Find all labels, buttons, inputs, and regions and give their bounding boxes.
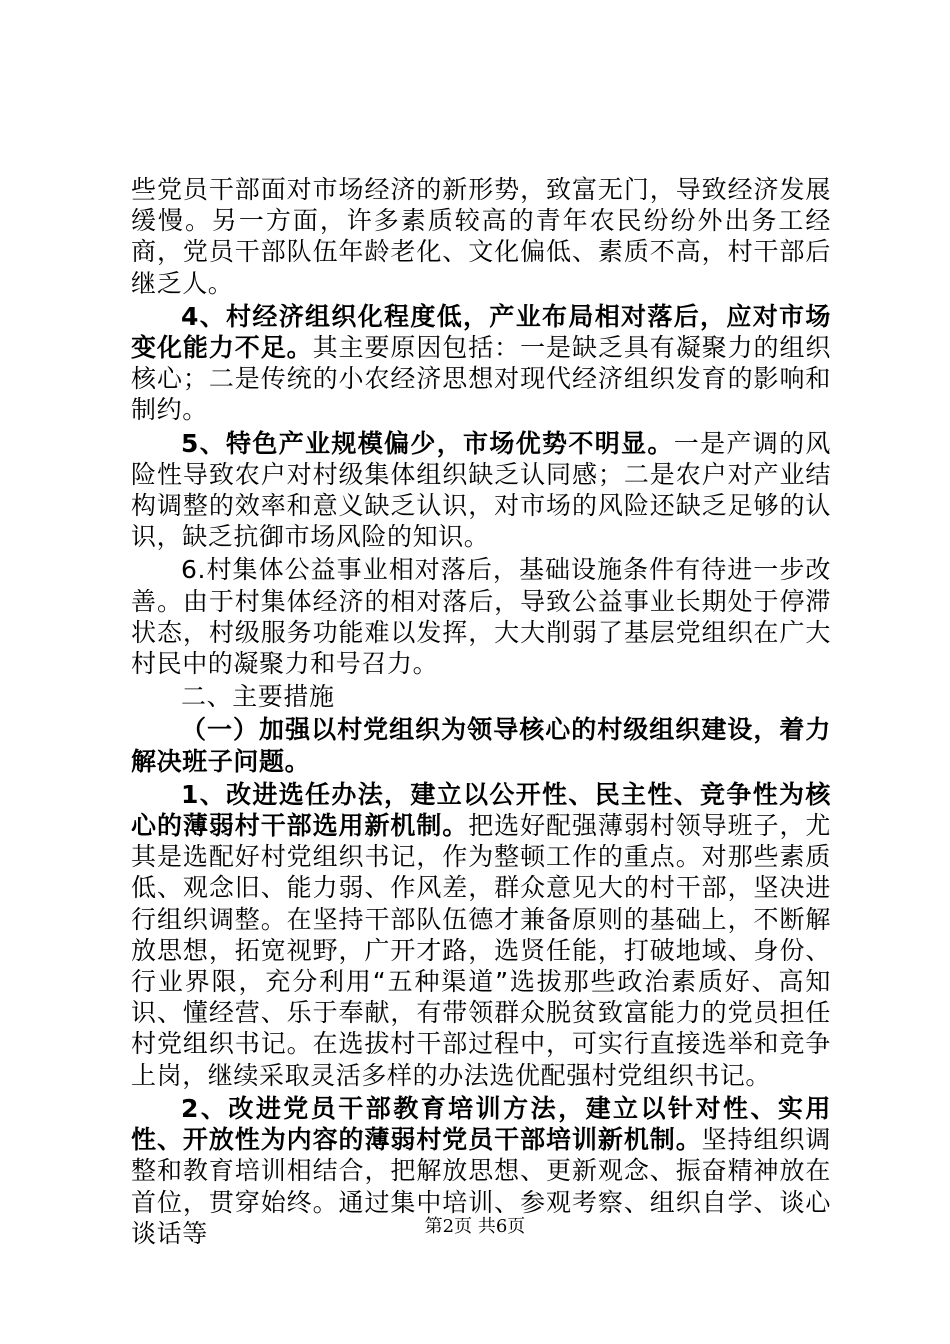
paragraph-0	[131, 174, 831, 299]
subsection-heading	[131, 714, 831, 776]
page-footer	[0, 1212, 950, 1238]
document-body	[131, 174, 831, 1251]
page-number-label: 第2页 共6页	[424, 1216, 526, 1237]
paragraph-6	[131, 779, 831, 1091]
paragraph-text: 坚持组织调整和教育培训相结合，把解放思想、更新观念、振奋精神放在首位，贯穿始终。通过集中培训、参观考察、组织自学、谈心谈话等	[131, 1125, 831, 1248]
paragraph-heading: 5、特色产业规模偏少，市场优势不明显。	[181, 428, 674, 458]
paragraph-text: 把选好配强薄弱村领导班子，尤其是选配好村党组织书记，作为整顿工作的重点。对那些素质低、观念旧、能力弱、作风差，群众意见大的村干部，坚决进行组织调整。在坚持干部队伍德才兼备原则的基础上，不断解放思想，拓宽视野，广开才路，选贤任能，打破地域、身份、行业界限，充分利用“五种渠道”选拔那些政治素质好、高知识、懂经营、乐于奉献，有带领群众脱贫致富能力的党员担任村党组织书记。在选拔村干部过程中，可实行直接选举和竞争上岗，继续采取灵活多样的办法选优配强村党组织书记。	[131, 811, 831, 1090]
paragraph-text: 其主要原因包括：一是缺乏具有凝聚力的组织核心；二是传统的小农经济思想对现代经济组织发育的影响和制约。	[131, 333, 831, 425]
paragraph-text: 些党员干部面对市场经济的新形势，致富无门，导致经济发展缓慢。另一方面，许多素质较高的青年农民纷纷外出务工经商，党员干部队伍年龄老化、文化偏低、素质不高，村干部后继乏人。	[131, 175, 831, 298]
subsection-heading-text: （一）加强以村党组织为领导核心的村级组织建设，着力解决班子问题。	[131, 715, 831, 776]
paragraph-text: 6.村集体公益事业相对落后，基础设施条件有待进一步改善。由于村集体经济的相对落后，导致公益事业长期处于停滞状态，村级服务功能难以发挥，大大削弱了基层党组织在广大村民中的凝聚力和号召力。	[131, 555, 831, 679]
section-heading	[131, 681, 831, 712]
paragraph-1	[131, 301, 831, 426]
paragraph-heading: 2、改进党员干部教育培训方法，建立以针对性、实用性、开放性为内容的薄弱村党员干部培训新机制。	[131, 1093, 831, 1155]
paragraph-heading: 1、改进选任办法，建立以公开性、民主性、竞争性为核心的薄弱村干部选用新机制。	[131, 779, 831, 841]
paragraph-2	[131, 428, 831, 553]
paragraph-text: 一是产调的风险性导致农户对村级集体组织缺乏认同感；二是农户对产业结构调整的效率和意义缺乏认识，对市场的风险还缺乏足够的认识，缺乏抗御市场风险的知识。	[131, 428, 832, 552]
section-heading-text: 二、主要措施	[181, 682, 335, 712]
paragraph-heading: 4、村经济组织化程度低，产业布局相对落后，应对市场变化能力不足。	[131, 301, 831, 363]
paragraph-3	[131, 554, 831, 679]
